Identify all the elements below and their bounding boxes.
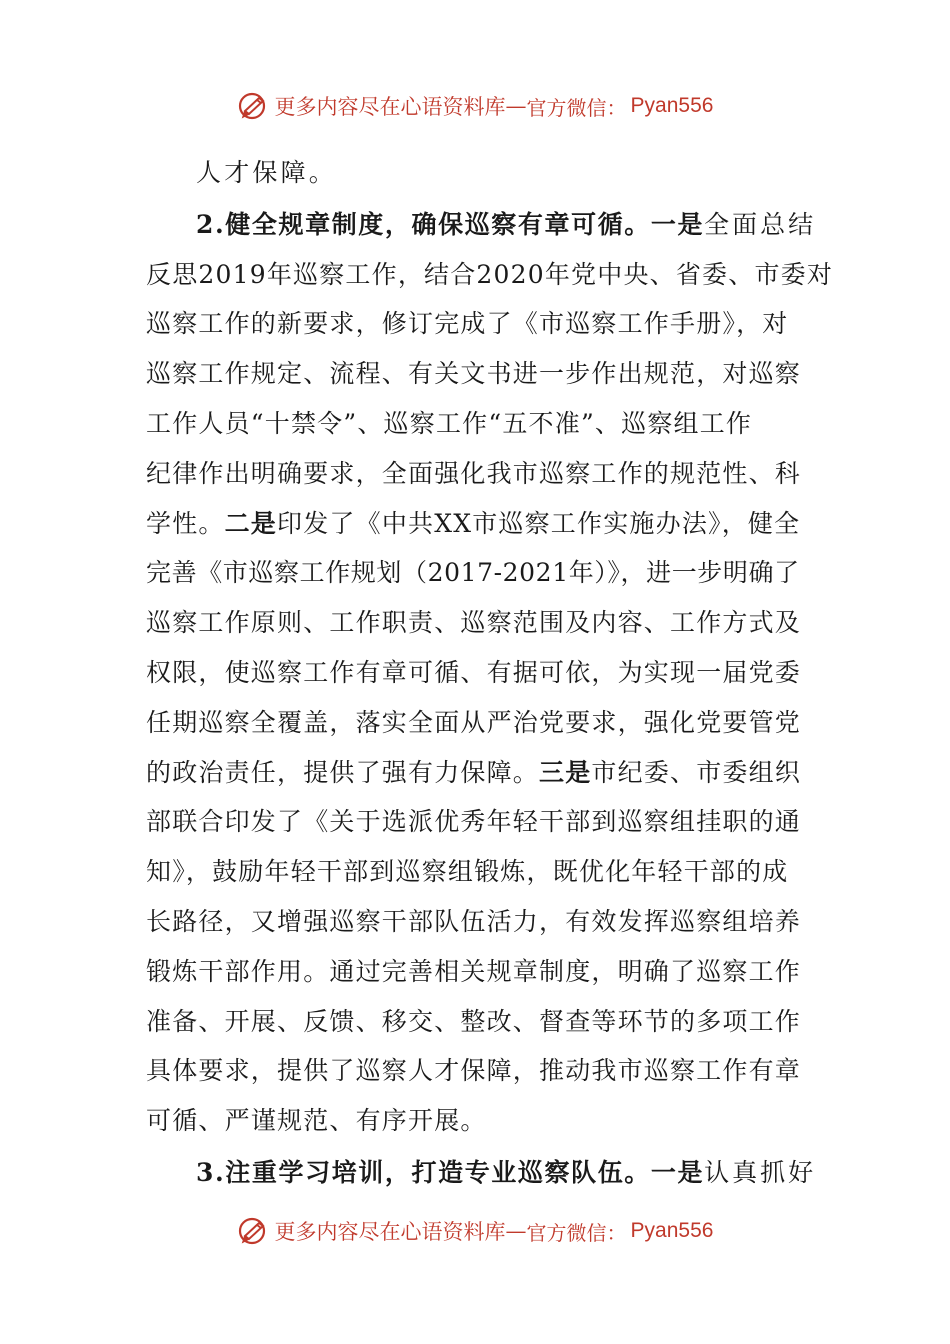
text-run: 知》，鼓励年轻干部到巡察组锻炼，既优化年轻干部的成: [146, 857, 789, 887]
text-run: 锻炼干部作用。通过完善相关规章制度，明确了巡察工作: [146, 956, 802, 986]
text-line: [146, 399, 808, 449]
enumeration-marker: 三是: [539, 757, 592, 787]
text-run: 长路径，又增强巡察干部队伍活力，有效发挥巡察组培养: [146, 906, 802, 936]
document-body: [146, 148, 834, 1198]
text-line: [146, 1046, 808, 1096]
header-banner: [0, 86, 950, 126]
text-run: 巡察工作的新要求，修订完成了《市巡察工作手册》，对: [146, 309, 789, 339]
text-line: [146, 449, 808, 499]
paragraph-heading: 2.健全规章制度，确保巡察有章可循。: [196, 209, 651, 239]
text-line: [146, 847, 808, 897]
banner-dash: —: [505, 1219, 527, 1243]
banner-wechat-label: 官方微信：: [526, 95, 627, 120]
text-run: 巡察工作原则、工作职责、巡察范围及内容、工作方式及: [146, 608, 802, 638]
text-run: 学性。: [146, 508, 225, 538]
paragraph-heading-line: [146, 200, 817, 250]
text-line: [146, 947, 808, 997]
banner-wechat-id: Pyan556: [630, 1219, 714, 1242]
text-run: 认真抓好: [704, 1157, 817, 1187]
text-run: 部联合印发了《关于选派优秀年轻干部到巡察组挂职的通: [146, 807, 802, 837]
banner-wechat-label: 官方微信：: [526, 1220, 627, 1245]
text-run: 可循、严谨规范、有序开展。: [146, 1106, 487, 1136]
pen-logo-icon: [237, 1214, 271, 1248]
enumeration-marker: 一是: [650, 209, 705, 239]
paragraph-heading-line: [146, 1148, 817, 1198]
text-line: [146, 299, 808, 349]
text-line: [146, 1096, 808, 1146]
text-run: 反思2019年巡察工作，结合2020年党中央、省委、市委对: [146, 259, 834, 289]
text-run: 完善《市巡察工作规划（2017-2021年）》，进一步明确了: [146, 558, 800, 588]
text-line: [146, 499, 808, 549]
text-run: 工作人员“十禁令”、巡察工作“五不准”、巡察组工作: [146, 408, 753, 438]
text-run: 的政治责任，提供了强有力保障。: [146, 757, 540, 787]
text-run: 人才保障。: [196, 158, 338, 187]
text-line: [146, 698, 808, 748]
footer-banner: [0, 1211, 950, 1251]
banner-text: 更多内容尽在心语资料库: [274, 95, 506, 119]
banner-text: 更多内容尽在心语资料库: [274, 1220, 506, 1244]
banner-wechat-id: Pyan556: [630, 94, 714, 117]
pen-logo-icon: [237, 89, 271, 123]
text-run: 全面总结: [704, 209, 817, 239]
text-run: 市纪委、市委组织: [591, 757, 802, 787]
text-line: [146, 250, 834, 300]
text-line: [146, 548, 808, 598]
text-line: [146, 349, 808, 399]
text-line: [146, 598, 808, 648]
text-run: 准备、开展、反馈、移交、整改、督查等环节的多项工作: [146, 1006, 802, 1036]
text-run: 纪律作出明确要求，全面强化我市巡察工作的规范性、科: [146, 458, 802, 488]
text-line: [146, 997, 808, 1047]
text-line: [146, 148, 808, 198]
enumeration-marker: 一是: [650, 1157, 705, 1187]
text-line: [146, 648, 808, 698]
text-line: [146, 748, 808, 798]
text-run: 巡察工作规定、流程、有关文书进一步作出规范，对巡察: [146, 359, 802, 389]
text-run: 权限，使巡察工作有章可循、有据可依，为实现一届党委: [146, 657, 802, 687]
text-line: [146, 897, 808, 947]
text-run: 印发了《中共XX市巡察工作实施办法》，健全: [277, 508, 801, 538]
banner-dash: —: [505, 94, 527, 118]
text-run: 任期巡察全覆盖，落实全面从严治党要求，强化党要管党: [146, 707, 802, 737]
enumeration-marker: 二是: [224, 508, 278, 538]
text-run: 具体要求，提供了巡察人才保障，推动我市巡察工作有章: [146, 1056, 802, 1086]
paragraph-heading: 3.注重学习培训，打造专业巡察队伍。: [196, 1157, 651, 1187]
text-line: [146, 797, 808, 847]
